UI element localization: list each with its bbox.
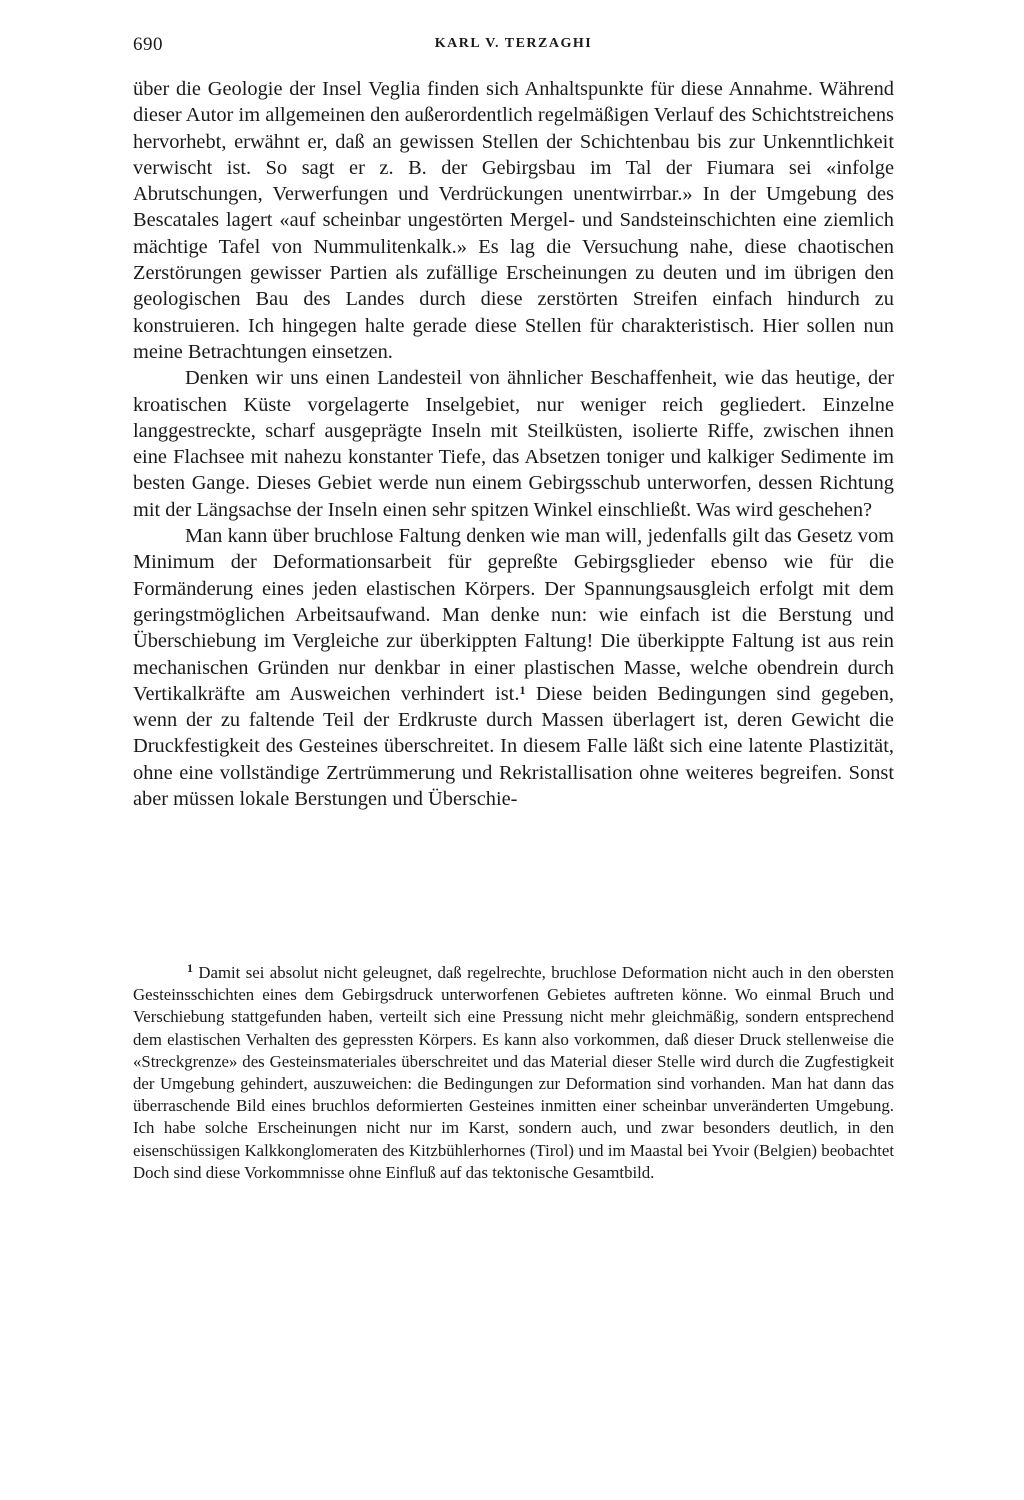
document-page (133, 0, 894, 1500)
main-text (133, 76, 894, 812)
paragraph-2-text: Denken wir uns einen Landesteil von ähnlicher Beschaffenheit, wie das heutige, der kroatischen Küste vorgelagerte Inselgebiet, nur weniger reich gegliedert. Einzelne langgestreckte, scharf ausgeprägte Inseln mit Steilküsten, isolierte Riffe, zwischen ihnen eine Flachsee mit nahezu konstanter Tiefe, das Absetzen toniger und kalkiger Sedimente im besten Gange. Dieses Gebiet werde nun einem Gebirgsschub unterworfen, dessen Richtung mit der Längsachse der Inseln einen sehr spitzen Winkel einschließt. Was wird geschehen? (133, 367, 894, 521)
paragraph-3 (133, 523, 894, 812)
paragraph-2 (133, 365, 894, 523)
paragraph-1 (133, 76, 894, 365)
running-head (133, 34, 894, 58)
footnotes (133, 962, 894, 1184)
paragraph-1-text: über die Geologie der Insel Veglia finden sich Anhaltspunkte für diese Annahme. Während dieser Autor im allgemeinen den außerordentlich regelmäßigen Verlauf des Schichtstreichens hervorhebt, erwähnt er, daß an gewissen Stellen der Schichtenbau bis zur Unkenntlichkeit verwischt ist. So sagt er z. B. der Gebirgsbau im Tal der Fiumara sei «infolge Abrutschungen, Verwerfungen und Verdrückungen unentwirrbar.» In der Umgebung des Bescatales lagert «auf scheinbar ungestörten Mergel- und Sandsteinschichten eine ziemlich mächtige Tafel von Nummulitenkalk.» Es lag die Versuchung nahe, diese chaotischen Zerstörungen gewisser Partien als zufällige Erscheinungen zu deuten und im übrigen den geologischen Bau des Landes durch diese zerstörten Streifen einfach hindurch zu konstruieren. Ich hingegen halte gerade diese Stellen für charakteristisch. Hier sollen nun meine Betrachtungen einsetzen. (133, 78, 894, 363)
paragraph-3-text-b: Diese beiden Bedingungen sind gegeben, wenn der zu faltende Teil der Erdkruste durch Massen überlagert ist, deren Gewicht die Druckfestigkeit des Gesteines überschreitet. In diesem Falle läßt sich eine latente Plastizität, ohne eine vollständige Zertrümmerung und Rekristallisation ohne weiteres begreifen. Sonst aber müssen lokale Berstungen und Überschie- (133, 682, 894, 811)
paragraph-3-text-a: Man kann über bruchlose Faltung denken wie man will, jedenfalls gilt das Gesetz vom Minimum der Deformationsarbeit für gepreßte Gebirgsglieder ebenso wie für die Formänderung eines jeden elastischen Körpers. Der Spannungsausgleich erfolgt mit dem geringstmöglichen Arbeitsaufwand. Man denke nun: wie einfach ist die Berstung und Überschiebung im Vergleiche zur überkippten Faltung! Die überkippte Faltung ist aus rein mechanischen Gründen nur denkbar in einer plastischen Masse, welche obendrein durch Vertikalkräfte am Ausweichen verhindert ist. (133, 525, 894, 705)
running-title: KARL V. TERZAGHI (434, 36, 593, 51)
footnote-1 (133, 962, 894, 1184)
footnote-marker: 1 (187, 961, 193, 975)
footnote-reference: 1 (519, 682, 526, 697)
page-number: 690 (133, 34, 163, 55)
footnote-1-text: Damit sei absolut nicht geleugnet, daß regelrechte, bruchlose Deformation nicht auch in den obersten Gesteinsschichten eines dem Gebirgsdruck unterworfenen Gebietes auftreten könne. Wo einmal Bruch und Verschiebung stattgefunden haben, verteilt sich eine Pressung nicht mehr gleichmäßig, sondern entsprechend dem elastischen Verhalten des gepressten Körpers. Es kann also vorkommen, daß dieser Druck stellenweise die «Streckgrenze» des Gesteinsmateriales überschreitet und das Material dieser Stelle wird durch die Zugfestigkeit der Umgebung gehindert, auszuweichen: die Bedingungen zur Deformation sind vorhanden. Man hat dann das überraschende Bild eines bruchlos deformierten Gesteines inmitten einer scheinbar unveränderten Umgebung. Ich habe solche Erscheinungen nicht nur im Karst, sondern auch, und zwar besonders deutlich, in den eisenschüssigen Kalkkonglomeraten des Kitzbühlerhornes (Tirol) und im Maastal bei Yvoir (Belgien) beobachtet Doch sind diese Vorkommnisse ohne Einfluß auf das tektonische Gesamtbild. (133, 963, 894, 1182)
